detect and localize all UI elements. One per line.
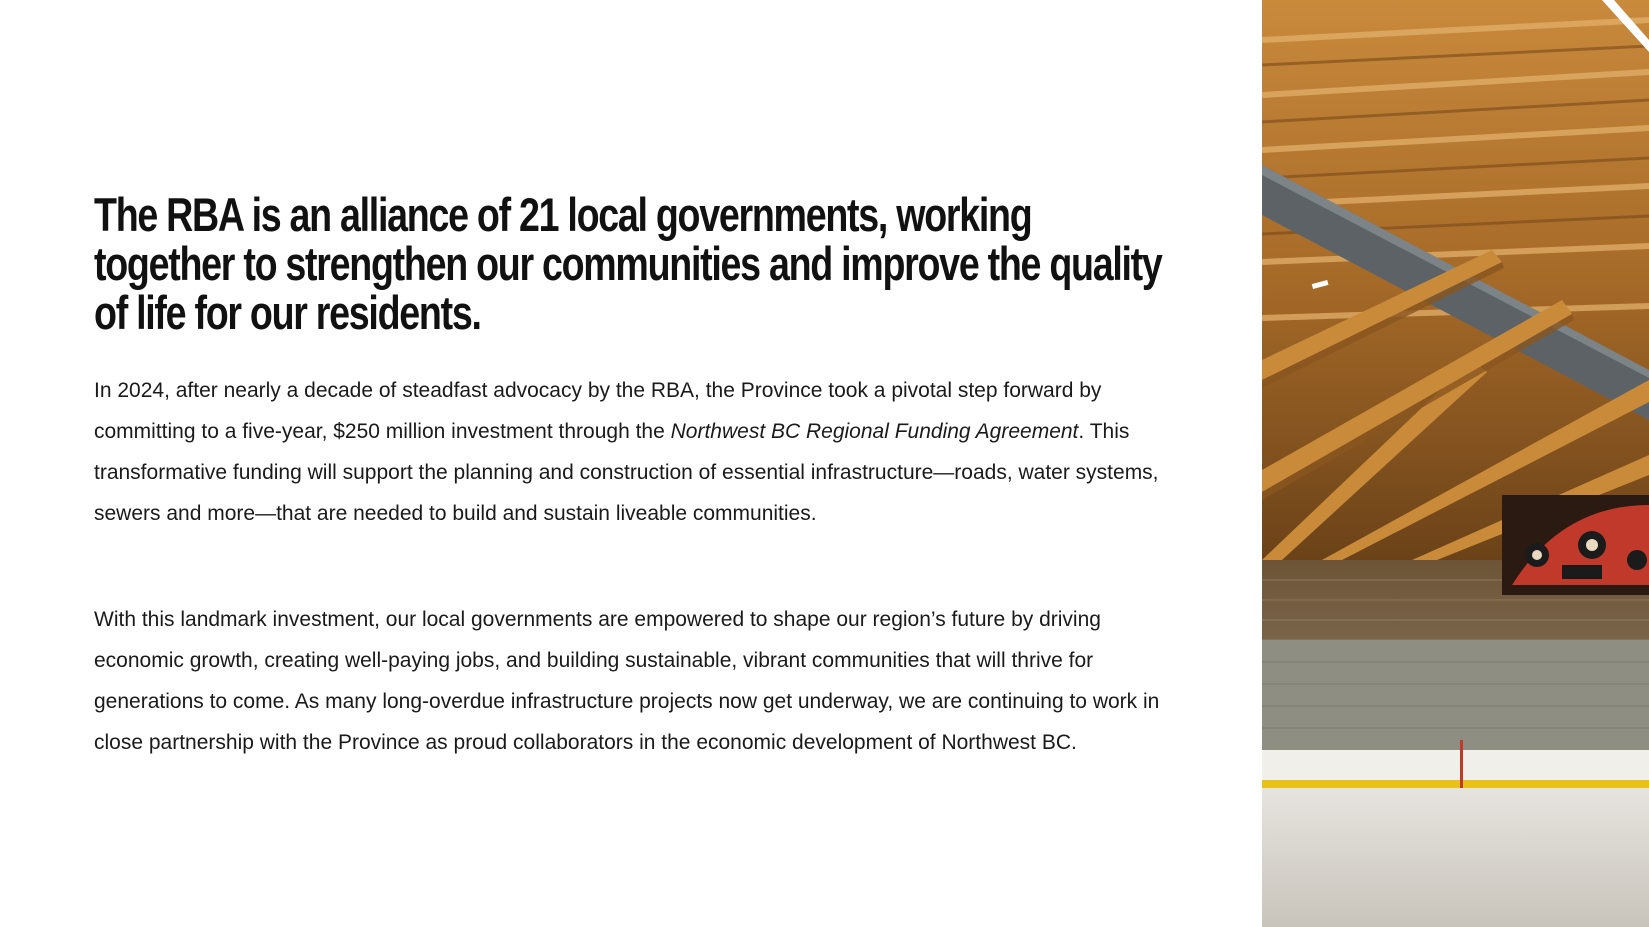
- main-content: [94, 188, 1174, 754]
- agreement-name: Northwest BC Regional Funding Agreement: [670, 420, 1079, 443]
- intro-paragraph: [94, 370, 1174, 534]
- investment-paragraph: With this landmark investment, our local governments are empowered to shape our region’s future by driving economic growth, creating well-paying jobs, and building sustainable, vibrant communities that will thrive for generations to come. As many long-overdue infrastructure projects now get underway, we are continuing to work in close partnership with the Province as proud collaborators in the economic development of Northwest BC.: [94, 608, 1160, 754]
- intro-paragraph-start: In 2024, after nearly a decade of steadfast advocacy by the RBA, the Province took a pivotal step forward by committing to a five-year, $250 million investment through the: [94, 379, 1102, 443]
- mural-icon: [1502, 495, 1649, 595]
- intro-paragraph-end: . This transformative funding will support the planning and construction of essential infrastructure—roads, water systems, sewers and more—that are needed to build and sustain liveable communities.: [94, 420, 1159, 525]
- page-headline: The RBA is an alliance of 21 local governments, working together to strengthen our communities and improve the quality of life for our residents.: [94, 188, 1162, 339]
- arena-illustration: [1262, 0, 1649, 927]
- arena-photo: [1262, 0, 1649, 927]
